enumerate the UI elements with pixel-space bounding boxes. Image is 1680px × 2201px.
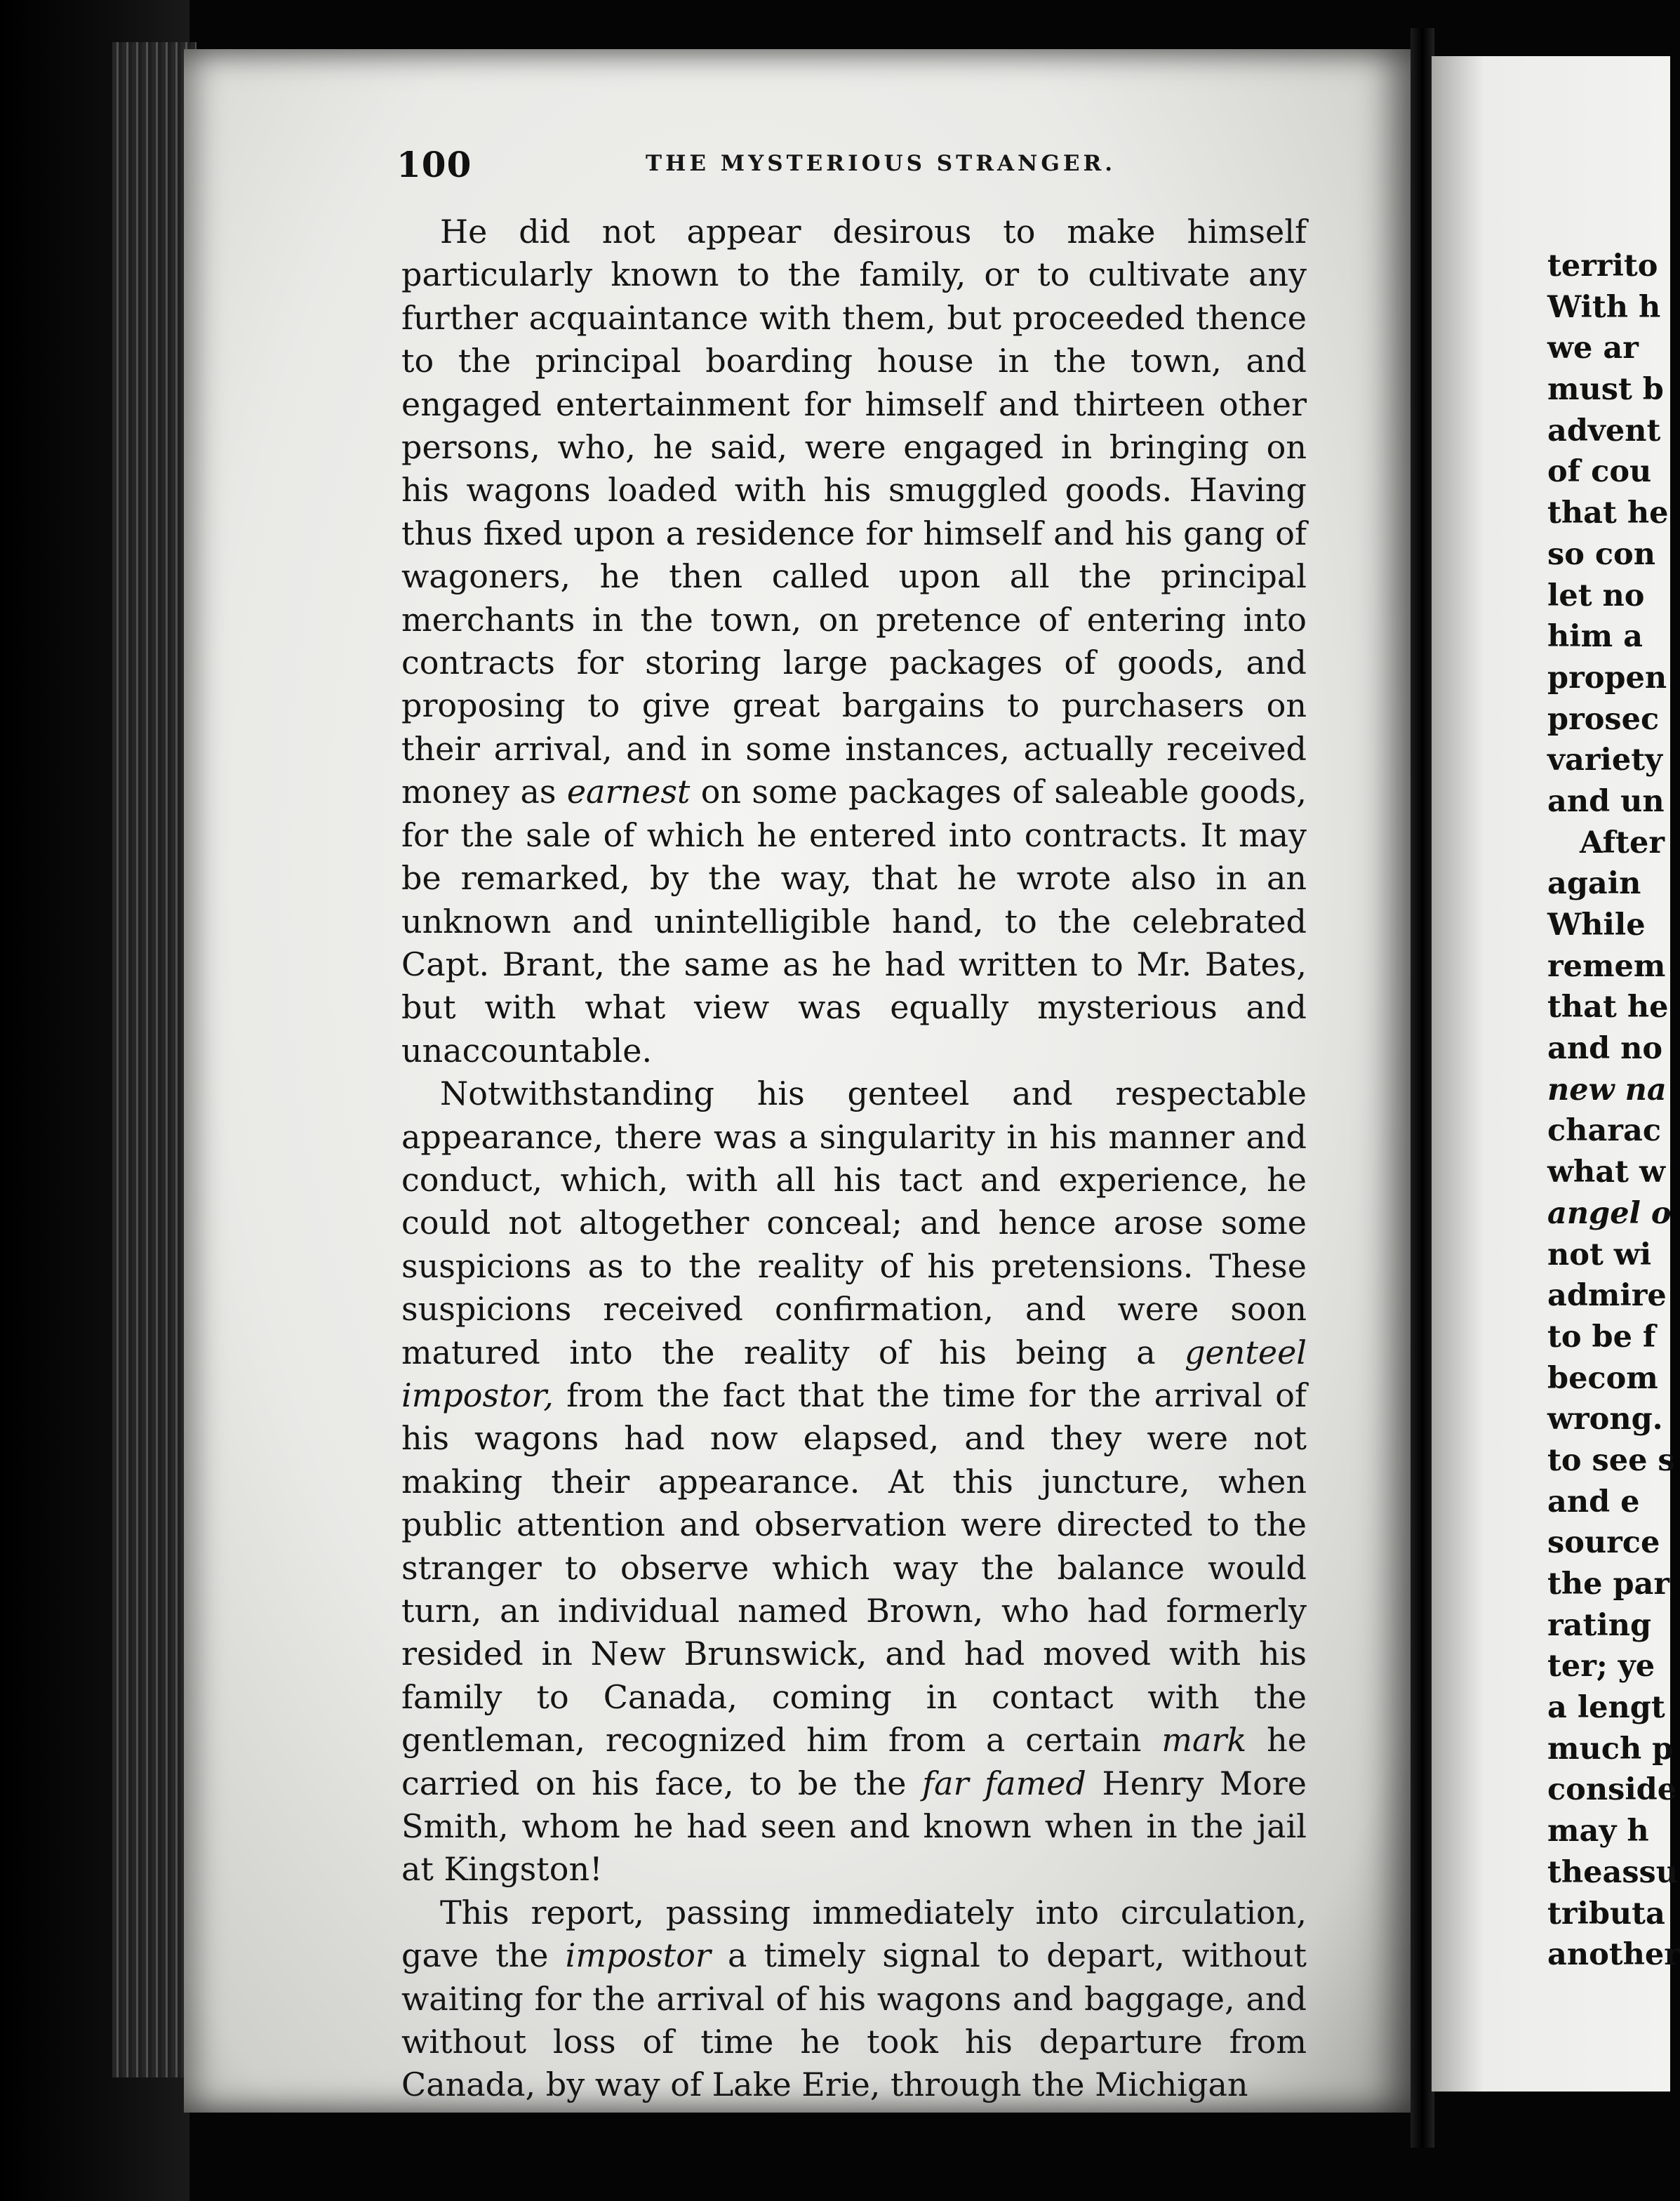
facing-page-line: may h <box>1547 1814 1649 1849</box>
facing-page-line: theassu <box>1547 1854 1679 1890</box>
running-head: THE MYSTERIOUS STRANGER. <box>646 151 1116 176</box>
facing-page-line: source <box>1547 1525 1660 1561</box>
facing-page-line: that he <box>1547 496 1669 531</box>
facing-page-line: prosec <box>1547 701 1660 737</box>
facing-page-line: territo <box>1547 248 1658 284</box>
facing-page-line: remem <box>1547 948 1666 984</box>
facing-page-line: rating <box>1547 1607 1652 1643</box>
facing-page-line: let no <box>1547 578 1645 613</box>
facing-page-line: a lengt <box>1547 1690 1665 1726</box>
facing-page-line: another <box>1547 1937 1680 1973</box>
page-header <box>396 144 1407 186</box>
facing-page-line: new na <box>1547 1072 1667 1108</box>
facing-page-line: again <box>1547 866 1641 902</box>
facing-page-line: becom <box>1547 1360 1658 1396</box>
facing-page-line: much p <box>1547 1731 1674 1767</box>
facing-page-line: admire <box>1547 1278 1667 1314</box>
facing-page-line: and e <box>1547 1484 1640 1520</box>
facing-page-line: so con <box>1547 536 1655 572</box>
facing-page-line: and un <box>1547 783 1665 819</box>
paragraph-2: Notwithstanding his genteel and respectable appearance, there was a singularity in his manner and conduct, which, with all his tact and experience, he could not altogether conceal; and hence arose some suspicions as to the reality of his pretensions. These suspicions received confirmation, and were soon matured into the reality of his being a genteel impostor, from the fact that the time for the arrival of his wagons had now elapsed, and they were not making their appearance. At this juncture, when public attention and observation were directed to the stranger to observe which way the balance would turn, an individual named Brown, who had formerly resided in New Brunswick, and had moved with his family to Canada, coming in contact with the gentleman, recognized him from a certain mark he carried on his face, to be the far famed Henry More Smith, whom he had seen and known when in the jail at Kingston! <box>401 1075 1307 1889</box>
facing-page-line: to see s <box>1547 1442 1675 1478</box>
facing-page-line: wrong. <box>1547 1402 1663 1437</box>
facing-page-line: we ar <box>1547 331 1639 366</box>
body-text <box>401 211 1307 2107</box>
facing-page-line: While <box>1547 907 1646 943</box>
facing-page-line: advent <box>1547 413 1661 448</box>
facing-page-line: of cou <box>1547 454 1652 490</box>
facing-page-line: variety <box>1547 743 1663 778</box>
book-gutter <box>1411 28 1434 2148</box>
paragraph-1: He did not appear desirous to make himself particularly known to the family, or to cultivate any further acquaintance with them, but proceeded thence to the principal boarding house in the town, and engaged entertainment for himself and thirteen other persons, who, he said, were engaged in bringing on his wagons loaded with his smuggled goods. Having thus fixed upon a residence for himself and his gang of wagoners, he then called upon all the principal merchants in the town, on pretence of entering into contracts for storing large packages of goods, and proposing to give great bargains to purchasers on their arrival, and in some instances, actually received money as earnest on some packages of saleable goods, for the sale of which he entered into contracts. It may be remarked, by the way, that he wrote also in an unknown and unintelligible hand, to the celebrated Capt. Brant, the same as he had written to Mr. Bates, but with what view was equally mysterious and unaccountable. <box>401 213 1307 1070</box>
facing-page-line: that he <box>1547 990 1669 1025</box>
facing-page-line: propen <box>1547 660 1667 696</box>
facing-page-text <box>1547 246 1680 1976</box>
facing-page-line: not wi <box>1547 1237 1652 1272</box>
facing-page-line: to be f <box>1547 1319 1656 1355</box>
facing-page-line: and no <box>1547 1031 1663 1067</box>
paragraph-3: This report, passing immediately into circulation, gave the impostor a timely signal to depart, without waiting for the arrival of his wagons and baggage, and without loss of time he took his departure from Canada, by way of Lake Erie, through the Michigan <box>401 1893 1307 2104</box>
facing-page-line: the par <box>1547 1567 1670 1602</box>
facing-page-line: charac <box>1547 1113 1662 1149</box>
facing-page-line: conside <box>1547 1772 1677 1808</box>
page-number: 100 <box>396 144 472 185</box>
facing-page-line: With h <box>1547 289 1661 325</box>
facing-page-line: him a <box>1547 619 1643 655</box>
facing-page-line: After <box>1580 825 1665 860</box>
facing-page-line: must b <box>1547 372 1664 408</box>
facing-page-line: ter; ye <box>1547 1649 1655 1684</box>
facing-page-line: tributa <box>1547 1896 1665 1931</box>
facing-page-line: what w <box>1547 1155 1665 1190</box>
facing-page-line: angel o <box>1547 1195 1672 1231</box>
